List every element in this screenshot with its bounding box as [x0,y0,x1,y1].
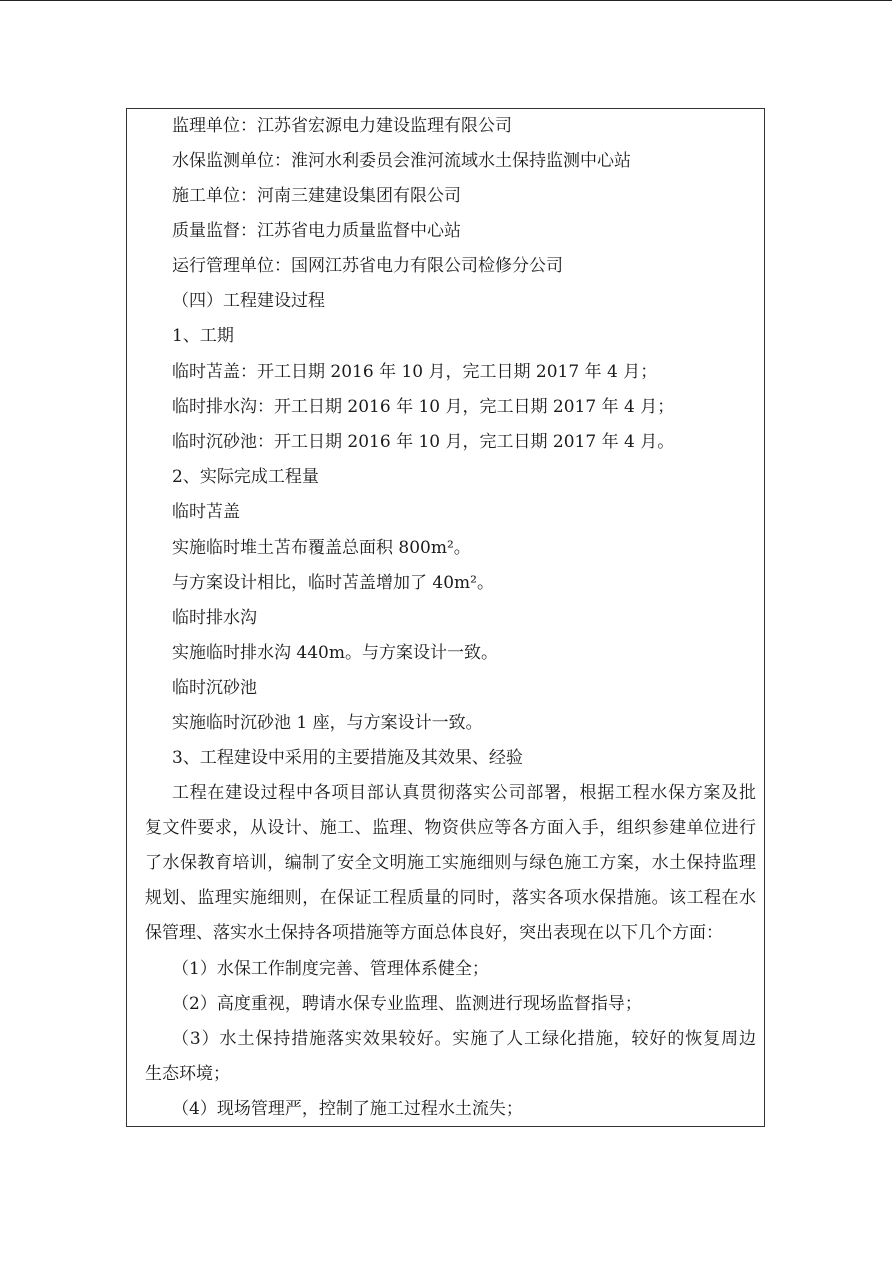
supervision-unit: 监理单位：江苏省宏源电力建设监理有限公司 [172,116,512,136]
operation-unit: 运行管理单位：国网江苏省电力有限公司检修分公司 [172,256,563,276]
monitoring-unit: 水保监测单位：淮河水利委员会淮河流域水土保持监测中心站 [172,151,631,171]
ditch-length: 实施临时排水沟 440m。与方案设计一致。 [172,643,498,663]
construction-unit: 施工单位：河南三建建设集团有限公司 [172,186,461,206]
measures-paragraph-line: 了水保教育培训，编制了安全文明施工实施细则与绿色施工方案，水土保持监理 [145,853,756,873]
ditch-title: 临时排水沟 [172,608,257,628]
period-heading: 1、工期 [172,326,234,346]
measure-point-2: （2）高度重视，聘请水保专业监理、监测进行现场监督指导； [172,994,642,1014]
cover-area: 实施临时堆土苫布覆盖总面积 800m²。 [172,538,471,558]
basin-title: 临时沉砂池 [172,678,257,698]
measure-point-4: （4）现场管理严，控制了施工过程水土流失； [172,1099,523,1119]
period-item-ditch: 临时排水沟：开工日期 2016 年 10 月，完工日期 2017 年 4 月； [172,397,675,417]
period-item-basin: 临时沉砂池：开工日期 2016 年 10 月，完工日期 2017 年 4 月。 [172,432,675,452]
measure-point-1: （1）水保工作制度完善、管理体系健全； [172,959,489,979]
measures-heading: 3、工程建设中采用的主要措施及其效果、经验 [172,748,523,768]
section-heading: （四）工程建设过程 [172,291,325,311]
basin-count: 实施临时沉砂池 1 座，与方案设计一致。 [172,713,483,733]
cover-comparison: 与方案设计相比，临时苫盖增加了 40m²。 [172,573,494,593]
quantities-heading: 2、实际完成工程量 [172,467,319,487]
quality-supervision: 质量监督：江苏省电力质量监督中心站 [172,221,461,241]
measure-point-3-continuation: 生态环境； [145,1064,230,1084]
measure-point-3: （3）水土保持措施落实效果较好。实施了人工绿化措施，较好的恢复周边 [172,1029,756,1049]
measures-paragraph-line: 保管理、落实水土保持各项措施等方面总体良好，突出表现在以下几个方面： [145,923,723,943]
measures-paragraph-line: 复文件要求，从设计、施工、监理、物资供应等各方面入手，组织参建单位进行 [145,818,756,838]
period-item-cover: 临时苫盖：开工日期 2016 年 10 月，完工日期 2017 年 4 月； [172,362,658,382]
page-top-rule [0,0,892,1]
measures-paragraph-line: 规划、监理实施细则，在保证工程质量的同时，落实各项水保措施。该工程在水 [145,888,756,908]
measures-paragraph-line: 工程在建设过程中各项目部认真贯彻落实公司部署，根据工程水保方案及批 [172,783,756,803]
cover-title: 临时苫盖 [172,502,240,522]
